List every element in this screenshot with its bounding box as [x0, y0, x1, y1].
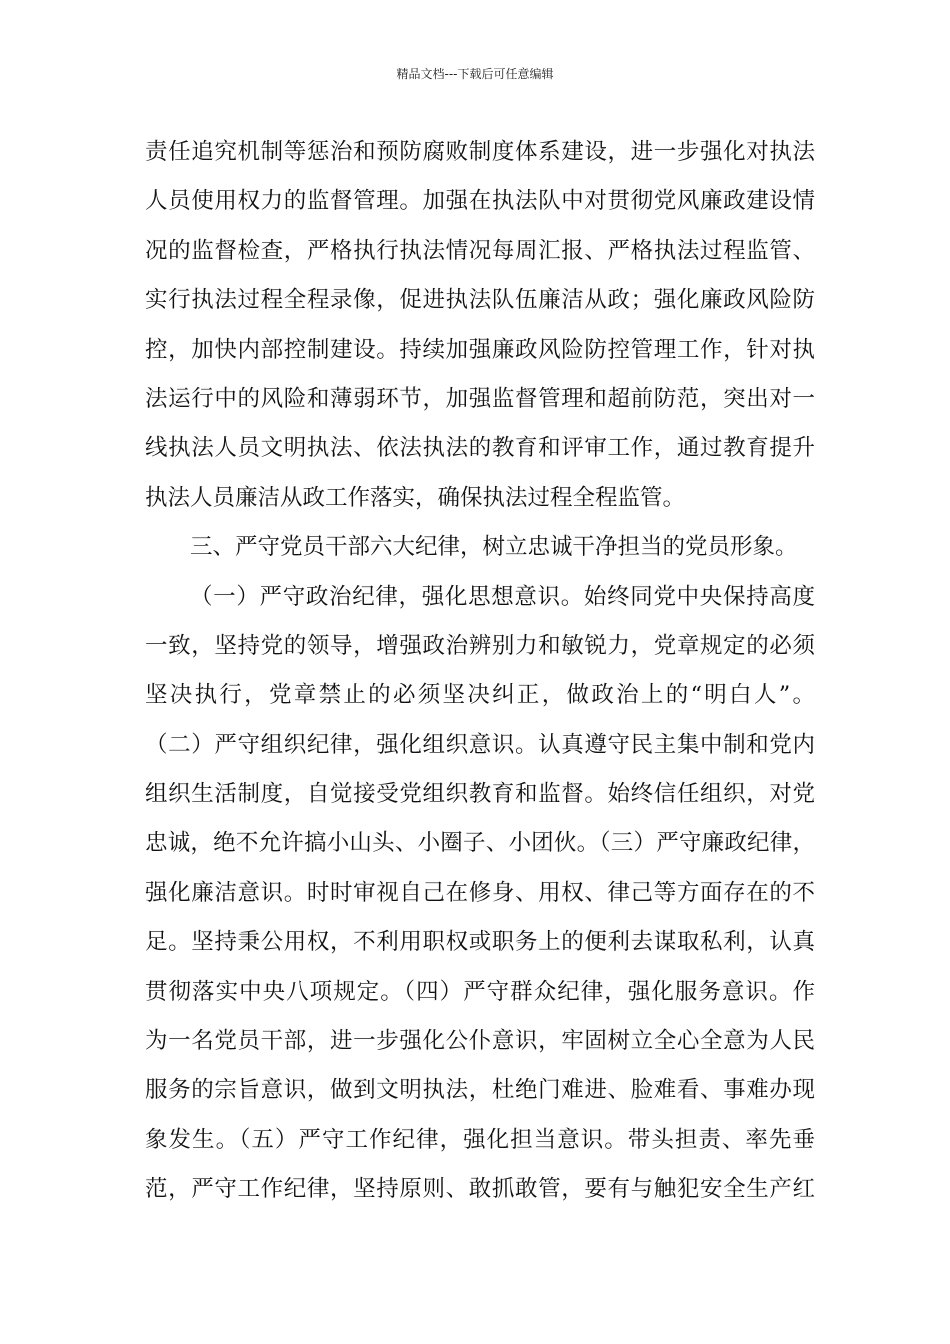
text-line: 执法人员廉洁从政工作落实，确保执法过程全程监管。 [145, 484, 686, 511]
text-line: 况的监督检查，严格执行执法情况每周汇报、严格执法过程监管、 [145, 237, 815, 264]
document-body [145, 128, 815, 1215]
text-line: 线执法人员文明执法、依法执法的教育和评审工作，通过教育提升 [145, 435, 815, 462]
text-line: 强化廉洁意识。时时审视自己在修身、用权、律己等方面存在的不 [145, 879, 815, 906]
page-header: 精品文档---下载后可任意编辑 [396, 67, 554, 81]
text-line: 责任追究机制等惩治和预防腐败制度体系建设，进一步强化对执法 [145, 139, 815, 165]
text-line: 范，严守工作纪律，坚持原则、敢抓敢管，要有与触犯安全生产红 [145, 1176, 815, 1203]
text-line: 为一名党员干部，进一步强化公仆意识，牢固树立全心全意为人民 [145, 1028, 815, 1055]
text-line: （一）严守政治纪律，强化思想意识。始终同党中央保持高度 [190, 583, 815, 610]
text-line: 人员使用权力的监督管理。加强在执法队中对贯彻党风廉政建设情 [145, 188, 815, 215]
text-line: 足。坚持秉公用权，不利用职权或职务上的便利去谋取私利，认真 [145, 929, 815, 956]
text-line: （二）严守组织纪律，强化组织意识。认真遵守民主集中制和党内 [145, 731, 815, 758]
text-line: 法运行中的风险和薄弱环节，加强监督管理和超前防范，突出对一 [145, 385, 815, 412]
text-line: 忠诚，绝不允许搞小山头、小圈子、小团伙。（三）严守廉政纪律， [145, 830, 815, 857]
text-line: 象发生。（五）严守工作纪律，强化担当意识。带头担责、率先垂 [145, 1126, 815, 1153]
text-line: 三、严守党员干部六大纪律，树立忠诚干净担当的党员形象。 [190, 534, 798, 561]
text-line: 组织生活制度，自觉接受党组织教育和监督。始终信任组织，对党 [145, 781, 815, 808]
text-line: 实行执法过程全程录像，促进执法队伍廉洁从政；强化廉政风险防 [145, 287, 815, 314]
text-line: 坚决执行，党章禁止的必须坚决纠正，做政治上的“明白人”。 [145, 682, 815, 709]
text-line: 控，加快内部控制建设。持续加强廉政风险防控管理工作，针对执 [145, 336, 815, 363]
text-line: 服务的宗旨意识，做到文明执法，杜绝门难进、脸难看、事难办现 [145, 1077, 815, 1104]
text-line: 贯彻落实中央八项规定。（四）严守群众纪律，强化服务意识。作 [145, 978, 815, 1005]
text-line: 一致，坚持党的领导，增强政治辨别力和敏锐力，党章规定的必须 [145, 632, 815, 659]
